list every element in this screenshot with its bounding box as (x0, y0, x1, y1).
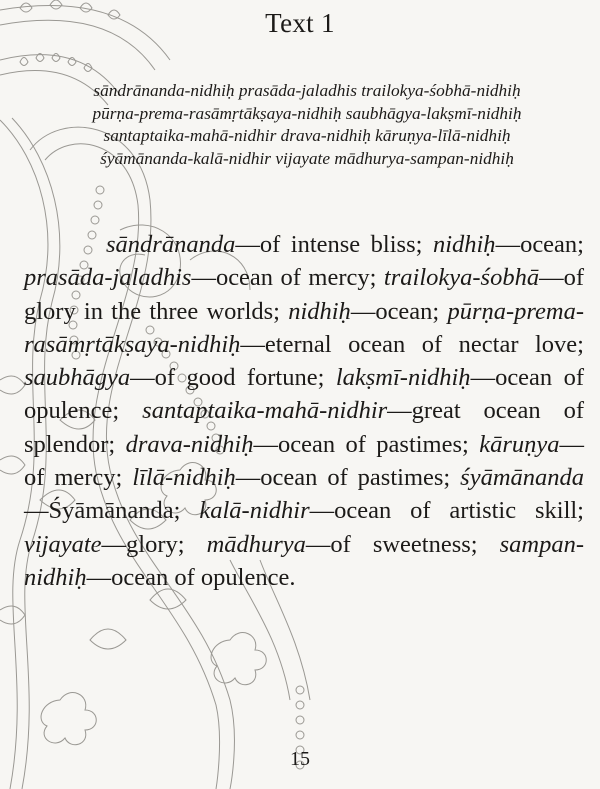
verse-line: śyāmānanda-kalā-nidhir vijayate mādhurya-sampan-nidhiḥ (100, 148, 514, 168)
synonym-meaning: —of mercy; (24, 430, 584, 492)
synonym-meaning: —glory; (101, 530, 207, 558)
synonym-term: nidhiḥ (407, 364, 471, 392)
synonym-meaning: —ocean; (495, 231, 584, 258)
synonym-term: pūrṇa-prema-rasāmṛtākṣaya- (24, 297, 584, 358)
synonym-meaning: —eternal ocean of nectar love; (240, 330, 584, 358)
synonym-meaning: —ocean of opulence. (86, 563, 296, 591)
page-number: 15 (290, 748, 310, 770)
synonym-meaning: —of sweetness; (305, 530, 500, 558)
synonym-meaning: —ocean of artistic skill; (309, 497, 584, 525)
synonym-meaning: —ocean; (350, 297, 448, 325)
synonym-meaning: —ocean of opulence; (24, 364, 584, 425)
synonym-term: nidhiḥ (288, 297, 351, 325)
synonym-term: sāndrānanda (106, 231, 236, 258)
synonym-term: santaptaika- (142, 397, 265, 425)
synonym-meaning: —of intense bliss; (235, 231, 433, 258)
synonym-term: līlā-nidhiḥ (132, 464, 236, 492)
synonym-meaning: —of good fortune; (130, 364, 336, 392)
synonym-term: śyāmānanda (460, 464, 585, 492)
synonym-term: nidhiḥ (177, 330, 241, 358)
verse-line: santaptaika-mahā-nidhir drava-nidhiḥ kāruṇya-līlā-nidhiḥ (103, 126, 511, 145)
synonym-term: trailokya-śobhā (383, 264, 540, 292)
synonym-meaning: —great ocean of splendor; (24, 397, 584, 458)
synonym-term: vijayate (24, 530, 102, 558)
synonym-term: kāruṇya (479, 430, 560, 458)
synonym-term: lakṣmī- (335, 364, 408, 392)
synonym-term: mādhurya (206, 530, 306, 558)
synonym-term: kalā-nidhir (199, 497, 310, 525)
synonym-term: nidhiḥ (432, 231, 496, 258)
synonym-term: saubhāgya (24, 364, 131, 392)
synonym-meaning: —ocean of pastimes; (235, 464, 461, 492)
sanskrit-verse (22, 80, 592, 170)
synonym-meaning: —ocean of mercy; (191, 264, 384, 292)
synonym-meaning: —of glory in the three worlds; (24, 264, 584, 325)
page-title: Text 1 (265, 8, 335, 38)
synonym-meaning: —Śyāmānanda; (24, 497, 200, 525)
synonym-term: sampan-nidhiḥ (24, 530, 584, 591)
verse-line: pūrṇa-prema-rasāmṛtākṣaya-nidhiḥ saubhāgya-lakṣmī-nidhiḥ (92, 103, 522, 123)
verse-line: sāndrānanda-nidhiḥ prasāda-jaladhis trailokya-śobhā-nidhiḥ (93, 81, 521, 100)
synonym-term: prasāda-jaladhis (24, 264, 192, 292)
synonym-term: drava-nidhiḥ (125, 430, 254, 458)
synonym-meaning: —ocean of pastimes; (253, 430, 480, 458)
word-for-word-translation (24, 228, 584, 594)
synonym-term: mahā-nidhir (264, 397, 388, 425)
